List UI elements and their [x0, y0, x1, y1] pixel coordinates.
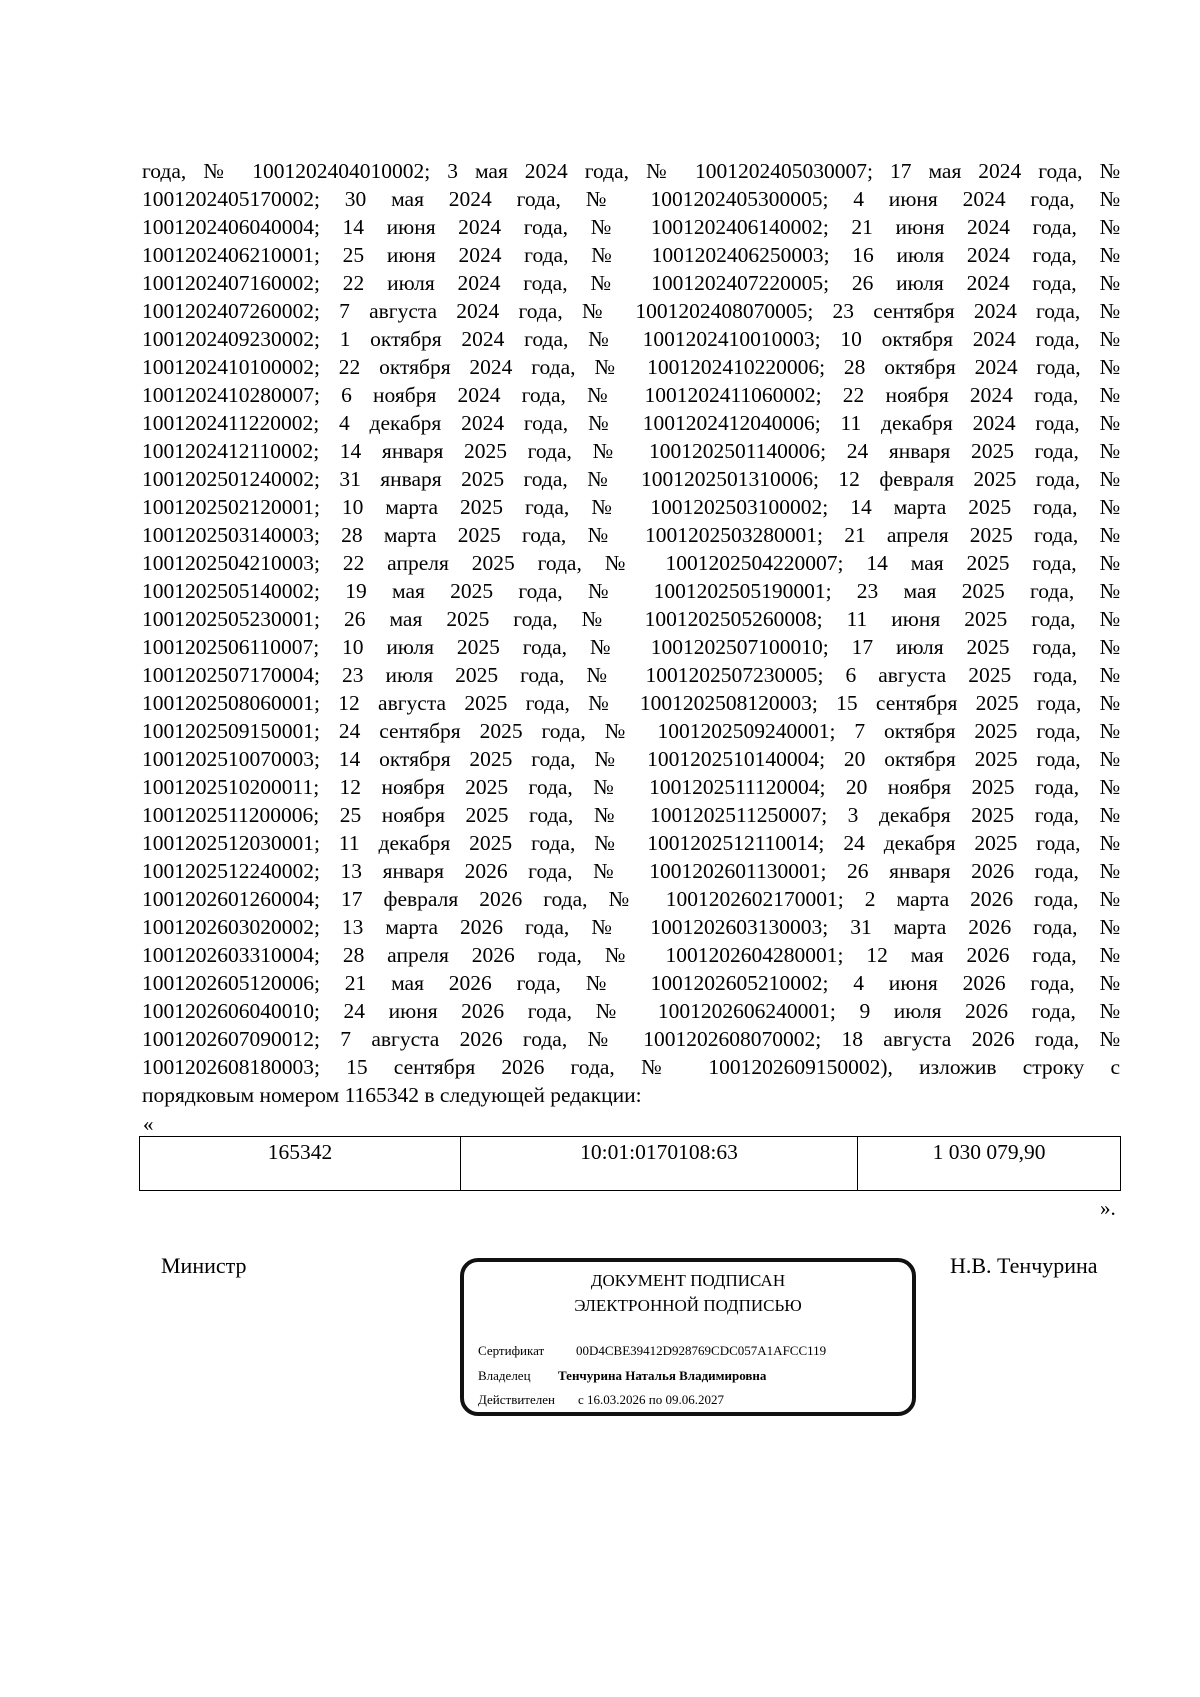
body-line: 1001202409230002; 1 октября 2024 года, № 1001202410010003; 10 октября 2024 года, № [142, 327, 1120, 351]
table-cell-number: 165342 [140, 1137, 461, 1191]
body-line: 1001202501240002; 31 января 2025 года, № 1001202501310006; 12 февраля 2025 года, № [142, 467, 1120, 491]
electronic-signature-stamp [460, 1258, 916, 1416]
body-line: 1001202607090012; 7 августа 2026 года, № 1001202608070002; 18 августа 2026 года, № [142, 1027, 1120, 1051]
stamp-heading-line2: ЭЛЕКТРОННОЙ ПОДПИСЬЮ [574, 1296, 802, 1315]
body-line: 1001202507170004; 23 июля 2025 года, № 1001202507230005; 6 августа 2025 года, № [142, 663, 1120, 687]
body-line: 1001202512030001; 11 декабря 2025 года, № 1001202512110014; 24 декабря 2025 года, № [142, 831, 1120, 855]
signer-name: Н.В. Тенчурина [950, 1253, 1098, 1278]
opening-quote: « [143, 1112, 154, 1136]
body-line: 1001202411220002; 4 декабря 2024 года, № 1001202412040006; 11 декабря 2024 года, № [142, 411, 1120, 435]
body-line: 1001202603310004; 28 апреля 2026 года, № 1001202604280001; 12 мая 2026 года, № [142, 943, 1120, 967]
body-line: 1001202506110007; 10 июля 2025 года, № 1001202507100010; 17 июля 2025 года, № [142, 635, 1120, 659]
body-line: 1001202511200006; 25 ноября 2025 года, № 1001202511250007; 3 декабря 2025 года, № [142, 803, 1120, 827]
table-row [140, 1137, 1121, 1191]
stamp-owner-row [478, 1368, 766, 1384]
body-line: 1001202608180003; 15 сентября 2026 года, № 1001202609150002), изложив строку с [142, 1055, 1120, 1079]
body-line: 1001202508060001; 12 августа 2025 года, № 1001202508120003; 15 сентября 2025 года, № [142, 691, 1120, 715]
owner-value: Тенчурина Наталья Владимировна [558, 1368, 767, 1383]
body-line: 1001202505230001; 26 мая 2025 года, № 1001202505260008; 11 июня 2025 года, № [142, 607, 1120, 631]
validity-label: Действителен [478, 1392, 555, 1407]
body-line: 1001202510200011; 12 ноября 2025 года, № 1001202511120004; 20 ноября 2025 года, № [142, 775, 1120, 799]
table-cell-value: 1 030 079,90 [858, 1137, 1121, 1191]
body-line: 1001202502120001; 10 марта 2025 года, № 1001202503100002; 14 марта 2025 года, № [142, 495, 1120, 519]
table-cell-cadastral: 10:01:0170108:63 [461, 1137, 858, 1191]
body-line: 1001202410280007; 6 ноября 2024 года, № 1001202411060002; 22 ноября 2024 года, № [142, 383, 1120, 407]
certificate-label: Сертификат [478, 1343, 545, 1358]
body-line: 1001202504210003; 22 апреля 2025 года, № 1001202504220007; 14 мая 2025 года, № [142, 551, 1120, 575]
body-line: порядковым номером 1165342 в следующей редакции: [142, 1083, 642, 1107]
body-line: 1001202509150001; 24 сентября 2025 года, № 1001202509240001; 7 октября 2025 года, № [142, 719, 1120, 743]
body-line: 1001202606040010; 24 июня 2026 года, № 1001202606240001; 9 июля 2026 года, № [142, 999, 1120, 1023]
body-line: 1001202407160002; 22 июля 2024 года, № 1001202407220005; 26 июля 2024 года, № [142, 271, 1120, 295]
closing-quote: ». [1100, 1196, 1116, 1220]
body-line: 1001202512240002; 13 января 2026 года, № 1001202601130001; 26 января 2026 года, № [142, 859, 1120, 883]
edit-table [139, 1136, 1121, 1191]
body-line: 1001202412110002; 14 января 2025 года, № 1001202501140006; 24 января 2025 года, № [142, 439, 1120, 463]
body-line: 1001202503140003; 28 марта 2025 года, № 1001202503280001; 21 апреля 2025 года, № [142, 523, 1120, 547]
stamp-certificate-row [478, 1343, 826, 1359]
body-line: года, № 1001202404010002; 3 мая 2024 года, № 1001202405030007; 17 мая 2024 года, № [142, 159, 1120, 183]
body-line: 1001202405170002; 30 мая 2024 года, № 1001202405300005; 4 июня 2024 года, № [142, 187, 1120, 211]
body-line: 1001202603020002; 13 марта 2026 года, № 1001202603130003; 31 марта 2026 года, № [142, 915, 1120, 939]
signer-title: Министр [161, 1253, 247, 1278]
stamp-heading-line1: ДОКУМЕНТ ПОДПИСАН [590, 1271, 786, 1290]
validity-value: с 16.03.2026 по 09.06.2027 [578, 1392, 724, 1407]
body-line: 1001202605120006; 21 мая 2026 года, № 1001202605210002; 4 июня 2026 года, № [142, 971, 1120, 995]
body-line: 1001202406210001; 25 июня 2024 года, № 1001202406250003; 16 июля 2024 года, № [142, 243, 1120, 267]
body-line: 1001202505140002; 19 мая 2025 года, № 1001202505190001; 23 мая 2025 года, № [142, 579, 1120, 603]
stamp-validity-row [478, 1392, 724, 1408]
body-line: 1001202406040004; 14 июня 2024 года, № 1001202406140002; 21 июня 2024 года, № [142, 215, 1120, 239]
certificate-value: 00D4CBE39412D928769CDC057A1AFCC119 [576, 1343, 827, 1358]
body-line: 1001202407260002; 7 августа 2024 года, № 1001202408070005; 23 сентября 2024 года, № [142, 299, 1120, 323]
body-text [142, 157, 1120, 1109]
body-line: 1001202410100002; 22 октября 2024 года, № 1001202410220006; 28 октября 2024 года, № [142, 355, 1120, 379]
owner-label: Владелец [478, 1368, 531, 1383]
body-line: 1001202601260004; 17 февраля 2026 года, № 1001202602170001; 2 марта 2026 года, № [142, 887, 1120, 911]
body-line: 1001202510070003; 14 октября 2025 года, № 1001202510140004; 20 октября 2025 года, № [142, 747, 1120, 771]
